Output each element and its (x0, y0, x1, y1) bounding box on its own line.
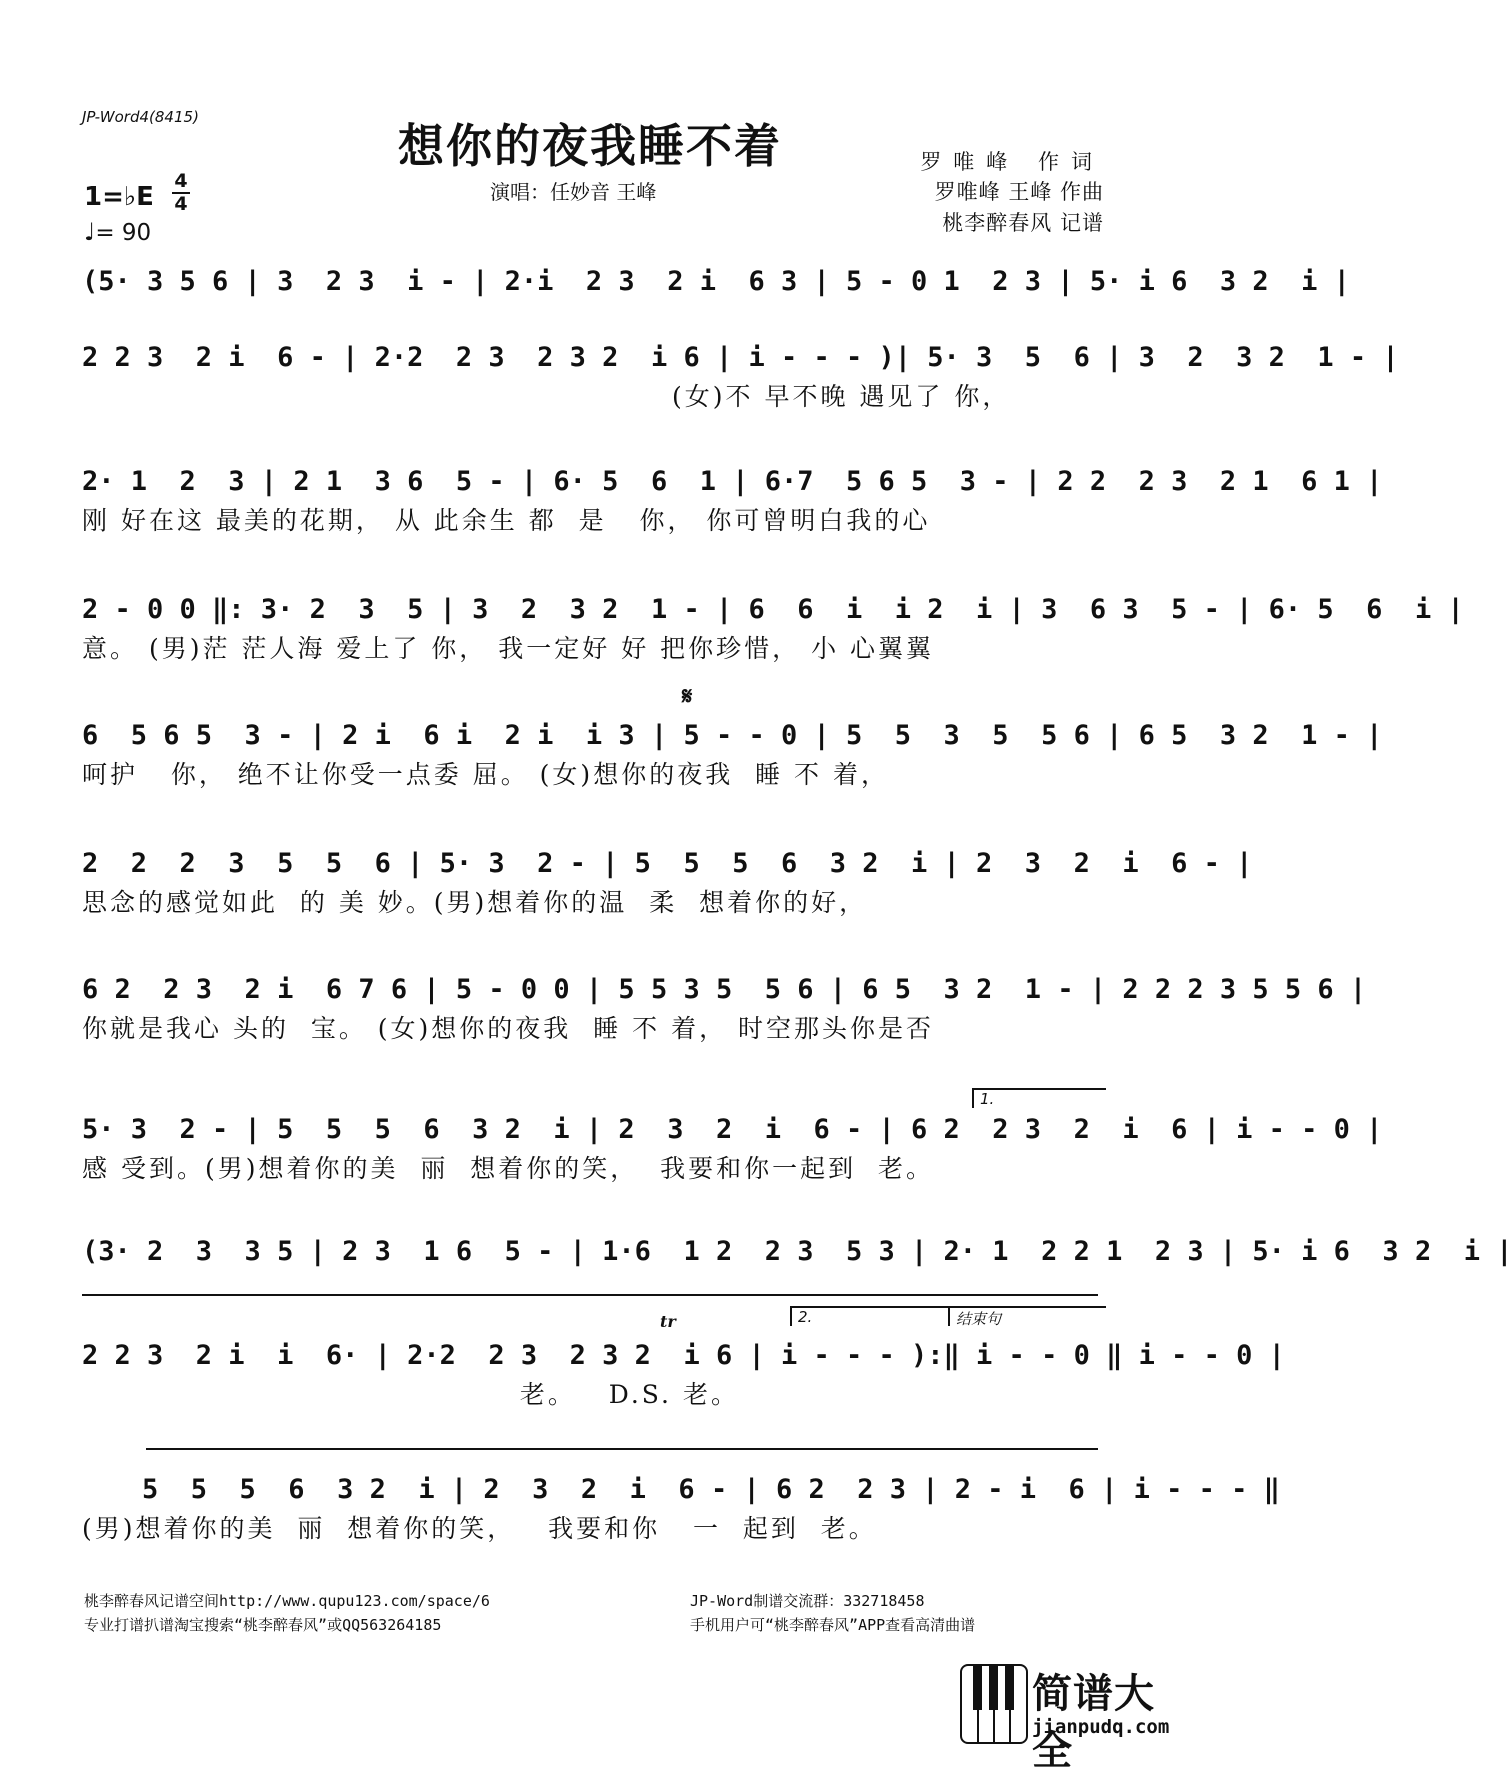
time-signature-bottom: 4 (174, 193, 188, 215)
lyric-line: 呵护 你， 绝不让你受一点委 屈。 (女)想你的夜我 睡 不 着， (82, 760, 889, 789)
segno-icon: 𝄋 (682, 682, 693, 710)
coda-bracket (146, 1448, 1098, 1452)
lyricist-credit: 罗唯峰 作词 (920, 150, 1104, 174)
logo-domain-text: jianpudq.com (1032, 1716, 1170, 1738)
lyric-line (82, 1272, 1102, 1310)
lyric-line: 思念的感觉如此 的 美 妙。(男)想着你的温 柔 想着你的好， (82, 888, 868, 917)
volta-first-ending (972, 1088, 1106, 1108)
tempo-value: = 90 (95, 220, 152, 246)
trill-mark: tr (660, 1312, 676, 1331)
tempo-marking (84, 218, 151, 246)
footer-website: 桃李醉春风记谱空间http://www.qupu123.com/space/6 (84, 1592, 490, 1610)
lyric-line: 你就是我心 头的 宝。 (女)想你的夜我 睡 不 着， 时空那头你是否 (82, 1014, 935, 1043)
notation-line: 2 2 3 2 i 6 - | 2·2 2 3 2 3 2 i 6 | i - - - )| 5· 3 5 6 | 3 2 3 2 1 - | (82, 342, 1399, 373)
lyric-line (82, 302, 1102, 340)
key-signature: 1=♭E (84, 182, 154, 212)
notation-line: (5· 3 5 6 | 3 2 3 i - | 2·i 2 3 2 i 6 3 | 5 - 0 1 2 3 | 5· i 6 3 2 i | (82, 266, 1350, 297)
footer-contact: 专业打谱扒谱淘宝搜索“桃李醉春风”或QQ563264185 (84, 1616, 442, 1634)
software-tag: JP-Word4(8415) (82, 108, 199, 126)
piano-icon (960, 1664, 1028, 1744)
lyric-line: 感 受到。(男)想着你的美 丽 想着你的笑， 我要和你一起到 老。 (82, 1154, 935, 1183)
notation-line: 2 2 3 2 i i 6· | 2·2 2 3 2 3 2 i 6 | i - - - ):‖ i - - 0 ‖ i - - 0 | (82, 1340, 1285, 1371)
logo-brand-text: 简谱大全 (1032, 1671, 1155, 1774)
notation-line: 2 2 2 3 5 5 6 | 5· 3 2 - | 5 5 5 6 3 2 i | 2 3 2 i 6 - | (82, 848, 1253, 879)
score-system-9 (82, 1232, 1512, 1310)
ending-phrase-marker (948, 1306, 1106, 1326)
score-system-1 (82, 262, 1350, 340)
lyric-line: (女)不 早不晚 遇见了 你， (672, 382, 1011, 411)
footer-app: 手机用户可“桃李醉春风”APP查看高清曲谱 (690, 1616, 976, 1634)
composer-credit: 罗唯峰 王峰 作曲 (934, 180, 1104, 204)
score-system-5 (82, 716, 1383, 794)
lyric-line: 意。 (男)茫 茫人海 爱上了 你， 我一定好 好 把你珍惜， 小 心翼翼 (82, 634, 935, 663)
singers: 演唱：任妙音 王峰 (490, 180, 657, 204)
score-system-4 (82, 590, 1464, 668)
divider-line (82, 1294, 1098, 1298)
score-system-11 (82, 1470, 1280, 1548)
transcriber-credit: 桃李醉春风 记谱 (942, 211, 1104, 235)
notation-line: 6 2 2 3 2 i 6 7 6 | 5 - 0 0 | 5 5 3 5 5 6 | 6 5 3 2 1 - | 2 2 2 3 5 5 6 | (82, 974, 1367, 1005)
notation-line: 6 5 6 5 3 - | 2 i 6 i 2 i i 3 | 5 - - 0 | 5 5 3 5 5 6 | 6 5 3 2 1 - | (82, 720, 1383, 751)
score-system-8 (82, 1110, 1383, 1188)
time-signature-top: 4 (174, 170, 188, 192)
score-system-10 (82, 1336, 1285, 1414)
site-logo (960, 1660, 1182, 1774)
lyric-line: 刚 好在这 最美的花期， 从 此余生 都 是 你， 你可曾明白我的心 (82, 506, 931, 535)
song-title: 想你的夜我睡不着 (398, 119, 782, 173)
notation-line: 2 - 0 0 ‖: 3· 2 3 5 | 3 2 3 2 1 - | 6 6 i i 2 i | 3 6 3 5 - | 6· 5 6 i | (82, 594, 1464, 625)
volta-2-label: 2. (798, 1308, 813, 1326)
notation-line: (3· 2 3 3 5 | 2 3 1 6 5 - | 1·6 1 2 2 3 5 3 | 2· 1 2 2 1 2 3 | 5· i 6 3 2 i | (82, 1236, 1512, 1267)
volta-1-label: 1. (980, 1090, 995, 1108)
lyric-line: (男)想着你的美 丽 想着你的笑， 我要和你 一 起到 老。 (82, 1514, 877, 1543)
score-system-7 (82, 970, 1367, 1048)
notation-line: 5 5 5 6 3 2 i | 2 3 2 i 6 - | 6 2 2 3 | 2 - i 6 | i - - - ‖ (142, 1474, 1280, 1505)
score-system-6 (82, 844, 1253, 922)
lyric-line: 老。 D.S. 老。 (82, 1380, 739, 1409)
notation-line: 2· 1 2 3 | 2 1 3 6 5 - | 6· 5 6 1 | 6·7 5 6 5 3 - | 2 2 2 3 2 1 6 1 | (82, 466, 1383, 497)
score-system-2 (82, 338, 1399, 416)
footer-group: JP-Word制谱交流群：332718458 (690, 1592, 925, 1610)
ending-phrase-label: 结束句 (956, 1310, 1002, 1328)
notation-line: 5· 3 2 - | 5 5 5 6 3 2 i | 2 3 2 i 6 - | 6 2 2 3 2 i 6 | i - - 0 | (82, 1114, 1383, 1145)
quarter-note-icon: ♩ (84, 218, 96, 246)
score-system-3 (82, 462, 1383, 540)
time-signature (172, 172, 190, 214)
volta-second-ending (790, 1306, 948, 1326)
